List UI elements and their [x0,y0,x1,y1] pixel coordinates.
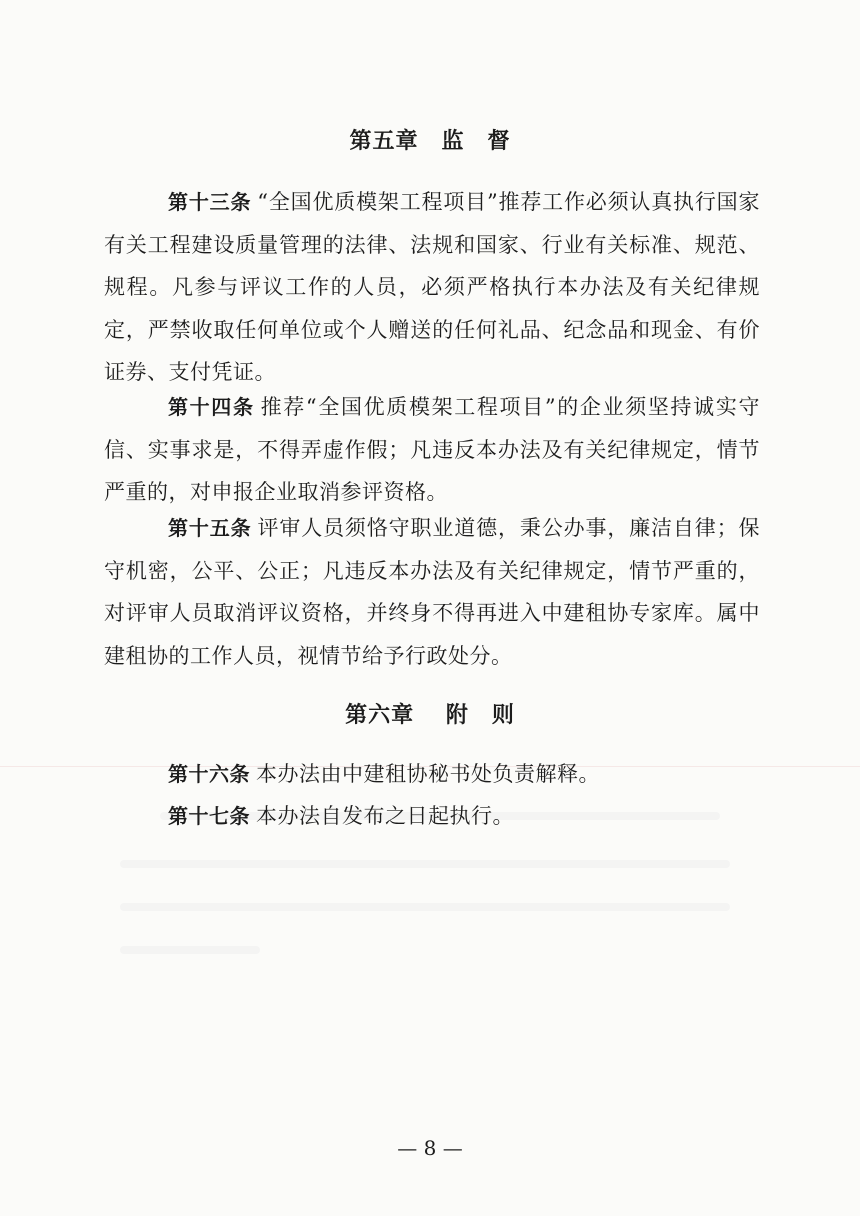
article-text: 本办法由中建租协秘书处负责解释。 [256,762,600,786]
article-text: 推荐“全国优质模架工程项目”的企业须坚持诚实守信、实事求是，不得弄虚作假；凡违反本办法及有关纪律规定，情节严重的，对申报企业取消参评资格。 [104,395,760,504]
article-label: 第十五条 [168,516,252,540]
show-through-line [120,860,730,868]
show-through-line [120,946,260,954]
article-label: 第十七条 [168,804,250,828]
show-through-line [120,903,730,911]
article-text: 本办法自发布之日起执行。 [256,804,514,828]
article-label: 第十四条 [168,395,255,419]
chapter-title: 第六章 附 则 [345,702,515,728]
article-paragraph [104,507,760,677]
article-paragraph [104,386,760,514]
article-text: 评审人员须恪守职业道德，秉公办事，廉洁自律；保守机密，公平、公正；凡违反本办法及有关纪律规定，情节严重的，对评审人员取消评议资格，并终身不得再进入中建租协专家库。属中建租协的工作人员，视情节给予行政处分。 [104,516,761,668]
article-text: “全国优质模架工程项目”推荐工作必须认真执行国家有关工程建设质量管理的法律、法规和国家、行业有关标准、规范、规程。凡参与评议工作的人员，必须严格执行本办法及有关纪律规定，严禁收取任何单位或个人赠送的任何礼品、纪念品和现金、有价证券、支付凭证。 [104,190,760,384]
article-label: 第十三条 [168,190,252,214]
article-label: 第十六条 [168,762,250,786]
chapter-title: 第五章 监 督 [349,128,511,154]
article-paragraph [104,795,760,838]
article-paragraph [104,753,760,796]
page-number: — 8 — [397,1136,463,1160]
article-paragraph [104,181,760,394]
